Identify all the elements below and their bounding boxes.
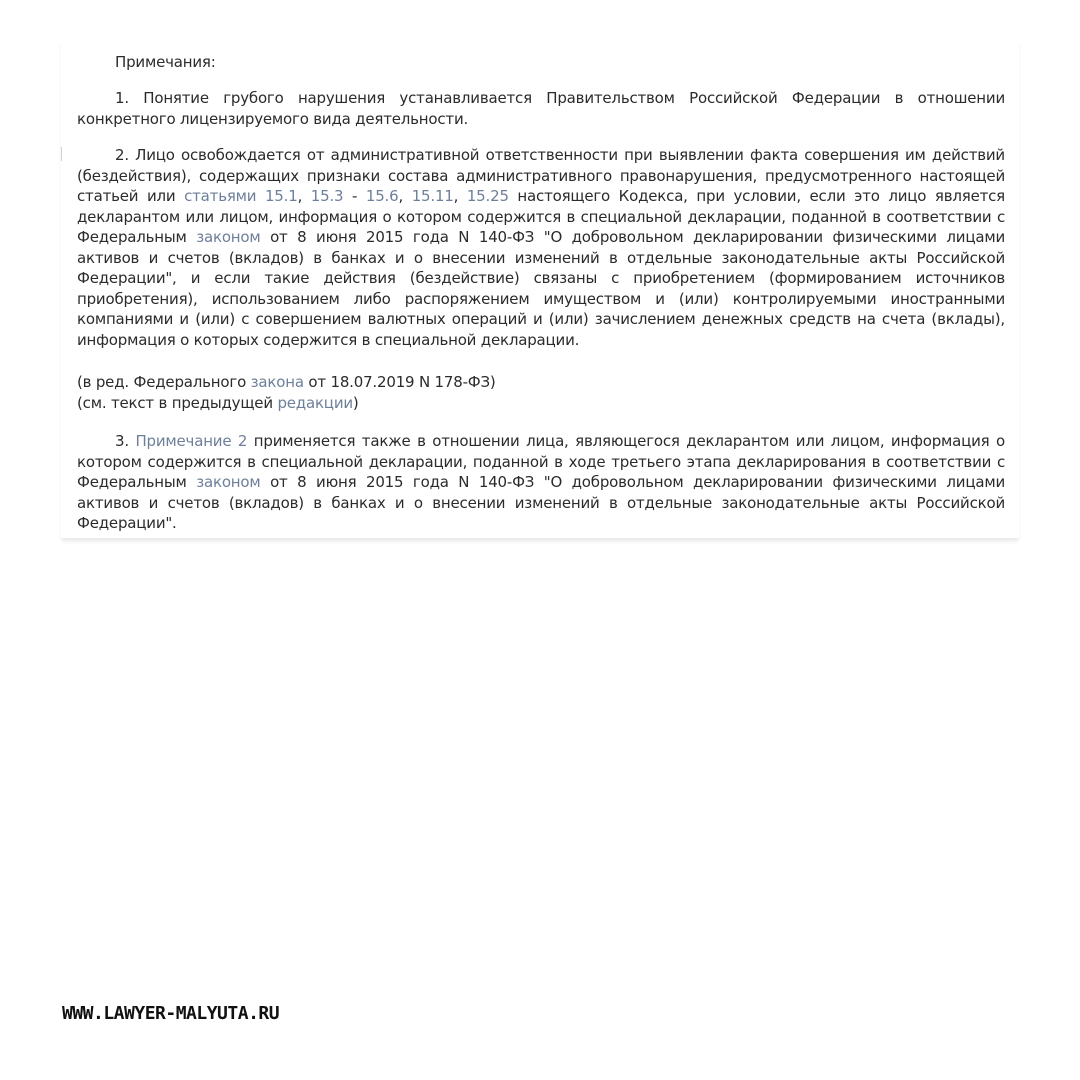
note-3	[77, 431, 1005, 534]
link-articles-15-1[interactable]: статьями 15.1	[184, 187, 298, 205]
note-3-number: 3.	[115, 432, 136, 450]
edition-text: )	[352, 393, 359, 412]
edition-text: (в ред. Федерального	[77, 373, 251, 391]
link-article-15-25[interactable]: 15.25	[466, 187, 509, 205]
separator: ,	[453, 187, 467, 205]
note-2-text: от 8 июня 2015 года N 140-ФЗ "О добровольном декларировании физическими лицами активов и счетов (вкладов) в банках и о внесении изменений в отдельные законодательные акты Российской Федерации", и если такие действия (бездействие) связаны с приобретением (формированием источников приобретения), использованием либо распоряжением имуществом и (или) контролируемыми иностранными компаниями и (или) с совершением валютных операций и (или) зачислением денежных средств на счета (вклады), информация о которых содержится в специальной декларации.	[77, 228, 1005, 349]
link-article-15-6[interactable]: 15.6	[365, 187, 399, 205]
separator: -	[343, 187, 366, 205]
link-note-2[interactable]: Примечание 2	[135, 432, 248, 450]
note-2-text: настоящего Кодекса, при условии, если это лицо является декларантом или лицом, информация о котором содержится в специальной декларации, поданной в соответствии с Федеральным	[77, 187, 1006, 246]
note-3-text: применяется также в отношении лица, являющегося декларантом или лицом, информация о котором содержится в специальной декларации, поданной в ходе третьего этапа декларирования в соответствии с Федеральным	[77, 432, 1006, 491]
note-2-text: 2. Лицо освобождается от административной ответственности при выявлении факта совершения им действий (бездействия), содержащих признаки состава административного правонарушения, предусмотренного настоящей статьей или	[77, 146, 1005, 205]
link-law-178-fz[interactable]: закона	[250, 373, 304, 391]
website-watermark: WWW.LAWYER-MALYUTA.RU	[62, 1003, 280, 1024]
link-article-15-3[interactable]: 15.3	[310, 187, 344, 205]
previous-edition-line	[77, 393, 1005, 414]
link-previous-edition[interactable]: редакции	[277, 393, 353, 412]
margin-marker	[61, 147, 62, 161]
note-1: 1. Понятие грубого нарушения устанавливается Правительством Российской Федерации в отношении конкретного лицензируемого вида деятельности.	[77, 89, 1005, 128]
edition-info	[77, 372, 1005, 413]
separator: ,	[398, 187, 412, 205]
edition-line	[77, 372, 1005, 393]
note-2	[77, 145, 1005, 350]
separator: ,	[297, 187, 311, 205]
edition-text: (см. текст в предыдущей	[77, 393, 278, 412]
notes-title: Примечания:	[115, 53, 216, 71]
link-law-140-fz[interactable]: законом	[196, 473, 261, 491]
note-3-text: от 8 июня 2015 года N 140-ФЗ "О добровольном декларировании физическими лицами активов и счетов (вкладов) в банках и о внесении изменений в отдельные законодательные акты Российской Федерации".	[77, 473, 1005, 532]
document-panel	[61, 40, 1019, 539]
link-law-140-fz[interactable]: законом	[196, 228, 261, 246]
link-article-15-11[interactable]: 15.11	[411, 187, 454, 205]
edition-text: от 18.07.2019 N 178-ФЗ)	[303, 373, 496, 391]
